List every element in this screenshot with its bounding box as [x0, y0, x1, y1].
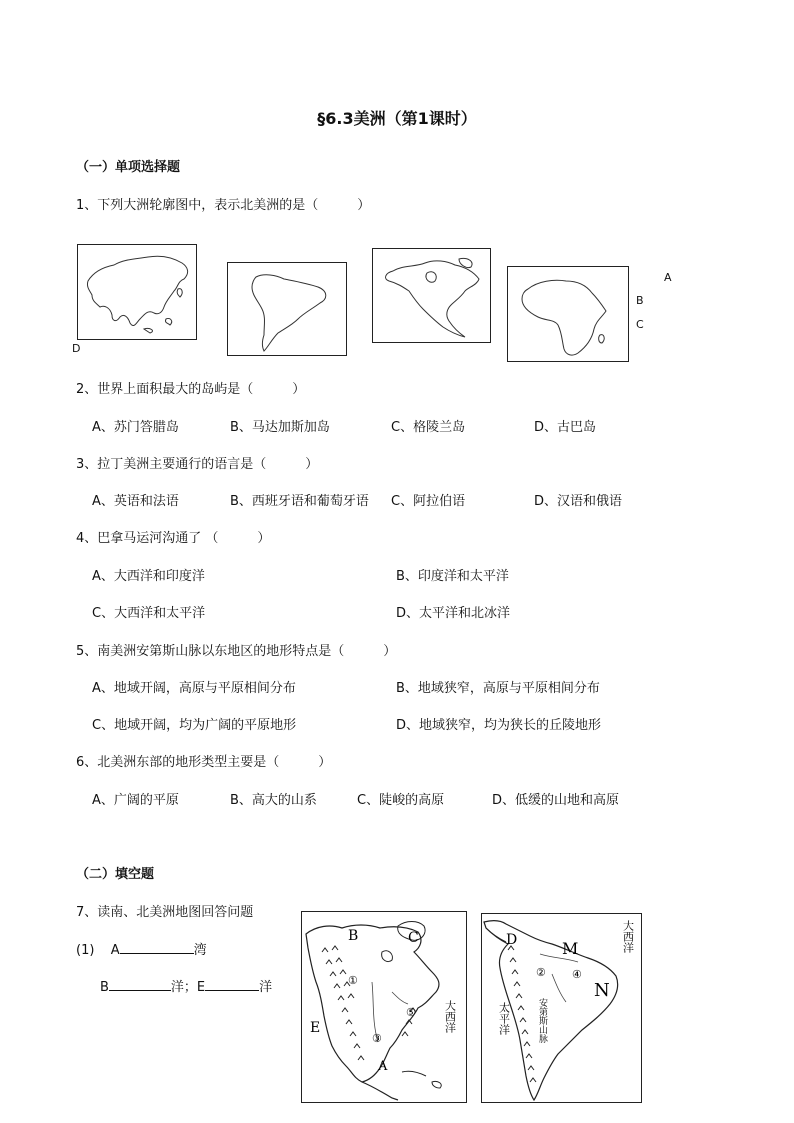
na-ocean-label: 大西洋 — [443, 1000, 457, 1033]
question-5: 5、南美洲安第斯山脉以东地区的地形特点是（ ） — [76, 644, 397, 659]
section-heading-fill: （二）填空题 — [76, 867, 155, 882]
choice-label-a: A — [664, 271, 672, 284]
question-3: 3、拉丁美洲主要通行的语言是（ ） — [76, 457, 319, 472]
north-america-map — [301, 911, 467, 1103]
sa-label-d: D — [506, 932, 518, 948]
q7-blank-e-suffix: 洋 — [259, 980, 273, 995]
blank-b[interactable] — [109, 978, 171, 991]
q7-blank-b-label: B — [100, 980, 109, 995]
q2-option-b: B、马达加斯加岛 — [230, 420, 330, 435]
q7-blank-a-label: A — [110, 943, 120, 958]
na-label-c: C — [408, 930, 419, 946]
sa-label-n: N — [594, 980, 610, 1001]
question-2: 2、世界上面积最大的岛屿是（ ） — [76, 382, 306, 397]
south-america-map — [481, 913, 642, 1103]
q3-option-a: A、英语和法语 — [92, 494, 179, 509]
q5-option-d: D、地域狭窄，均为狭长的丘陵地形 — [396, 718, 602, 733]
q7-blank-a-suffix: 湾 — [193, 943, 207, 958]
sa-ocean-atlantic: 大西洋 — [621, 920, 635, 953]
q7-line-1 — [76, 939, 207, 958]
na-label-1: ① — [348, 974, 358, 987]
blank-a[interactable] — [120, 941, 194, 954]
sa-andes-label: 安第斯山脉 — [537, 998, 547, 1043]
q4-option-c: C、大西洋和太平洋 — [92, 606, 206, 621]
question-6: 6、北美洲东部的地形类型主要是（ ） — [76, 755, 332, 770]
choice-label-c: C — [636, 318, 644, 331]
q2-option-d: D、古巴岛 — [534, 420, 597, 435]
q2-option-c: C、格陵兰岛 — [391, 420, 466, 435]
q6-option-b: B、高大的山系 — [230, 793, 317, 808]
map-outline-south-america — [227, 262, 347, 356]
q3-option-c: C、阿拉伯语 — [391, 494, 466, 509]
q4-option-b: B、印度洋和太平洋 — [396, 569, 509, 584]
section-heading-choice: （一）单项选择题 — [76, 160, 181, 175]
sa-label-m: M — [562, 939, 579, 958]
map-outline-asia — [77, 244, 197, 340]
q7-subnumber: (1) — [76, 943, 95, 958]
na-label-5: ⑤ — [406, 1006, 416, 1019]
blank-e[interactable] — [205, 978, 259, 991]
map-outline-north-america — [372, 248, 491, 343]
page-title: §6.3美洲（第1课时） — [317, 109, 477, 128]
choice-label-d: D — [72, 342, 81, 355]
q4-option-a: A、大西洋和印度洋 — [92, 569, 205, 584]
q5-option-c: C、地域开阔，均为广阔的平原地形 — [92, 718, 297, 733]
question-1: 1、下列大洲轮廓图中，表示北美洲的是（ ） — [76, 198, 371, 213]
choice-label-b: B — [636, 294, 644, 307]
question-4: 4、巴拿马运河沟通了 （ ） — [76, 531, 271, 546]
q4-option-d: D、太平洋和北冰洋 — [396, 606, 511, 621]
q7-line-2 — [100, 976, 272, 995]
na-label-b: B — [348, 928, 359, 944]
q5-option-b: B、地域狭窄，高原与平原相间分布 — [396, 681, 600, 696]
q2-option-a: A、苏门答腊岛 — [92, 420, 179, 435]
q5-option-a: A、地域开阔，高原与平原相间分布 — [92, 681, 296, 696]
na-label-3: ③ — [372, 1032, 382, 1045]
q6-option-d: D、低缓的山地和高原 — [492, 793, 620, 808]
q3-option-d: D、汉语和俄语 — [534, 494, 623, 509]
sa-label-4: ④ — [572, 968, 582, 981]
sa-label-2: ② — [536, 966, 546, 979]
na-label-e: E — [310, 1020, 321, 1036]
sa-ocean-pacific: 太平洋 — [497, 1002, 511, 1035]
q6-option-c: C、陡峻的高原 — [357, 793, 445, 808]
question-7: 7、读南、北美洲地图回答问题 — [76, 905, 254, 920]
q3-option-b: B、西班牙语和葡萄牙语 — [230, 494, 369, 509]
na-label-a: A — [378, 1059, 388, 1074]
map-outline-africa — [507, 266, 629, 362]
q7-blank-b-suffix: 洋；E — [170, 980, 206, 995]
q6-option-a: A、广阔的平原 — [92, 793, 179, 808]
